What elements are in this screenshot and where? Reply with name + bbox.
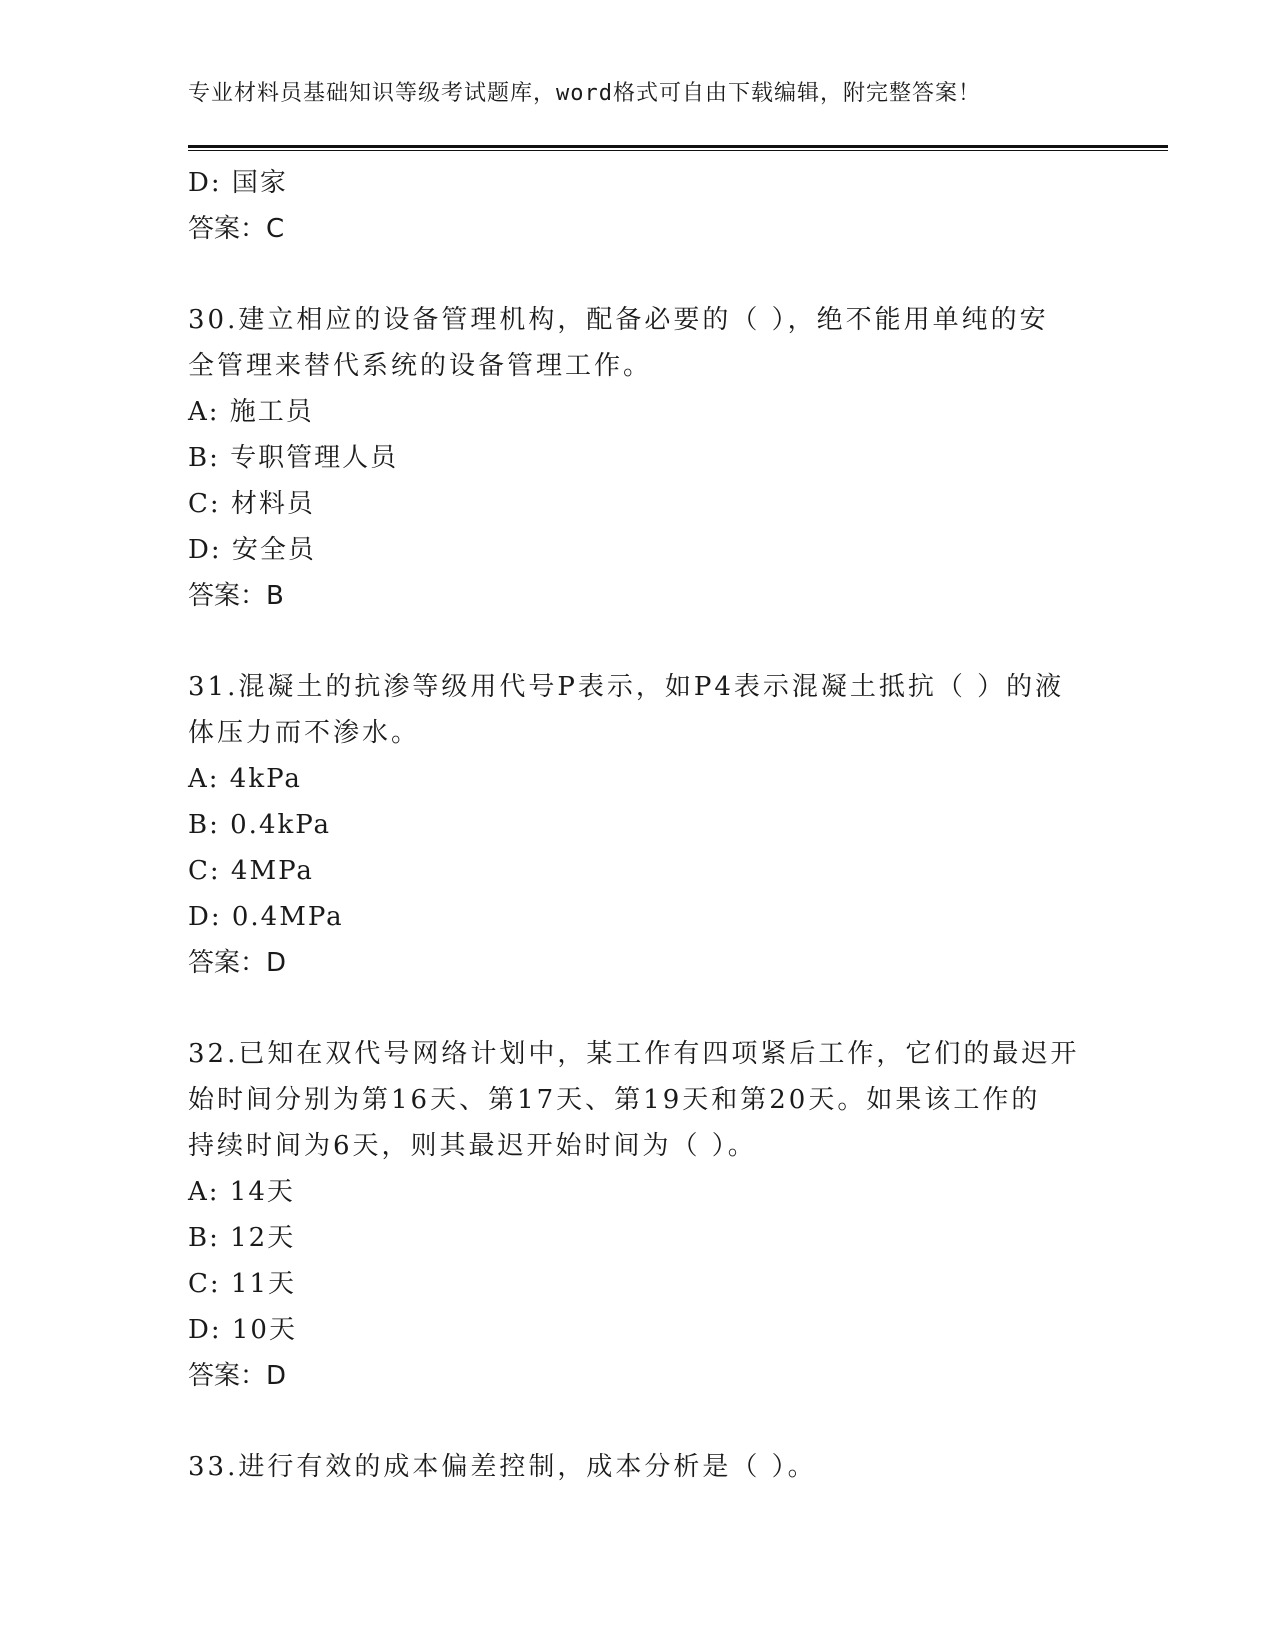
option-d: D: 国家 [188,168,288,198]
option-c: C: 材料员 [188,489,315,519]
question-block [188,1031,1088,1399]
header-rule-thin [188,150,1168,151]
option-a: A: 14天 [188,1177,295,1207]
question-text [188,1031,1088,1169]
option-c: C: 11天 [188,1269,297,1299]
question-block [188,1444,1088,1490]
option-b: B: 专职管理人员 [188,443,399,473]
page-header: 专业材料员基础知识等级考试题库，word格式可自由下载编辑，附完整答案！ [188,81,981,106]
question-line: 持续时间为6天，则其最迟开始时间为（ ）。 [188,1131,757,1161]
answer-line: 答案：C [188,214,285,244]
document-body [188,160,1088,1490]
question-block [188,664,1088,986]
question-block [188,160,1088,252]
question-text [188,297,1088,389]
question-block [188,297,1088,619]
option-b: B: 0.4kPa [188,810,332,840]
option-d: D: 0.4MPa [188,902,344,932]
question-line: 33.进行有效的成本偏差控制，成本分析是（ ）。 [188,1452,817,1482]
option-d: D: 安全员 [188,535,316,565]
question-text [188,1444,1088,1490]
question-line: 30.建立相应的设备管理机构，配备必要的（ ），绝不能用单纯的安 [188,305,1049,335]
question-line: 31.混凝土的抗渗等级用代号P表示，如P4表示混凝土抵抗（ ）的液 [188,672,1065,702]
answer-line: 答案：D [188,1361,287,1391]
option-c: C: 4MPa [188,856,314,886]
option-a: A: 4kPa [188,764,302,794]
option-a: A: 施工员 [188,397,314,427]
question-text [188,664,1088,756]
question-line: 32.已知在双代号网络计划中，某工作有四项紧后工作，它们的最迟开 [188,1039,1080,1069]
answer-line: 答案：B [188,581,284,611]
question-line: 始时间分别为第16天、第17天、第19天和第20天。如果该工作的 [188,1085,1041,1115]
answer-line: 答案：D [188,948,287,978]
option-b: B: 12天 [188,1223,296,1253]
option-d: D: 10天 [188,1315,297,1345]
question-line: 全管理来替代系统的设备管理工作。 [188,351,653,381]
question-line: 体压力而不渗水。 [188,718,421,748]
header-rule-thick [188,145,1168,148]
